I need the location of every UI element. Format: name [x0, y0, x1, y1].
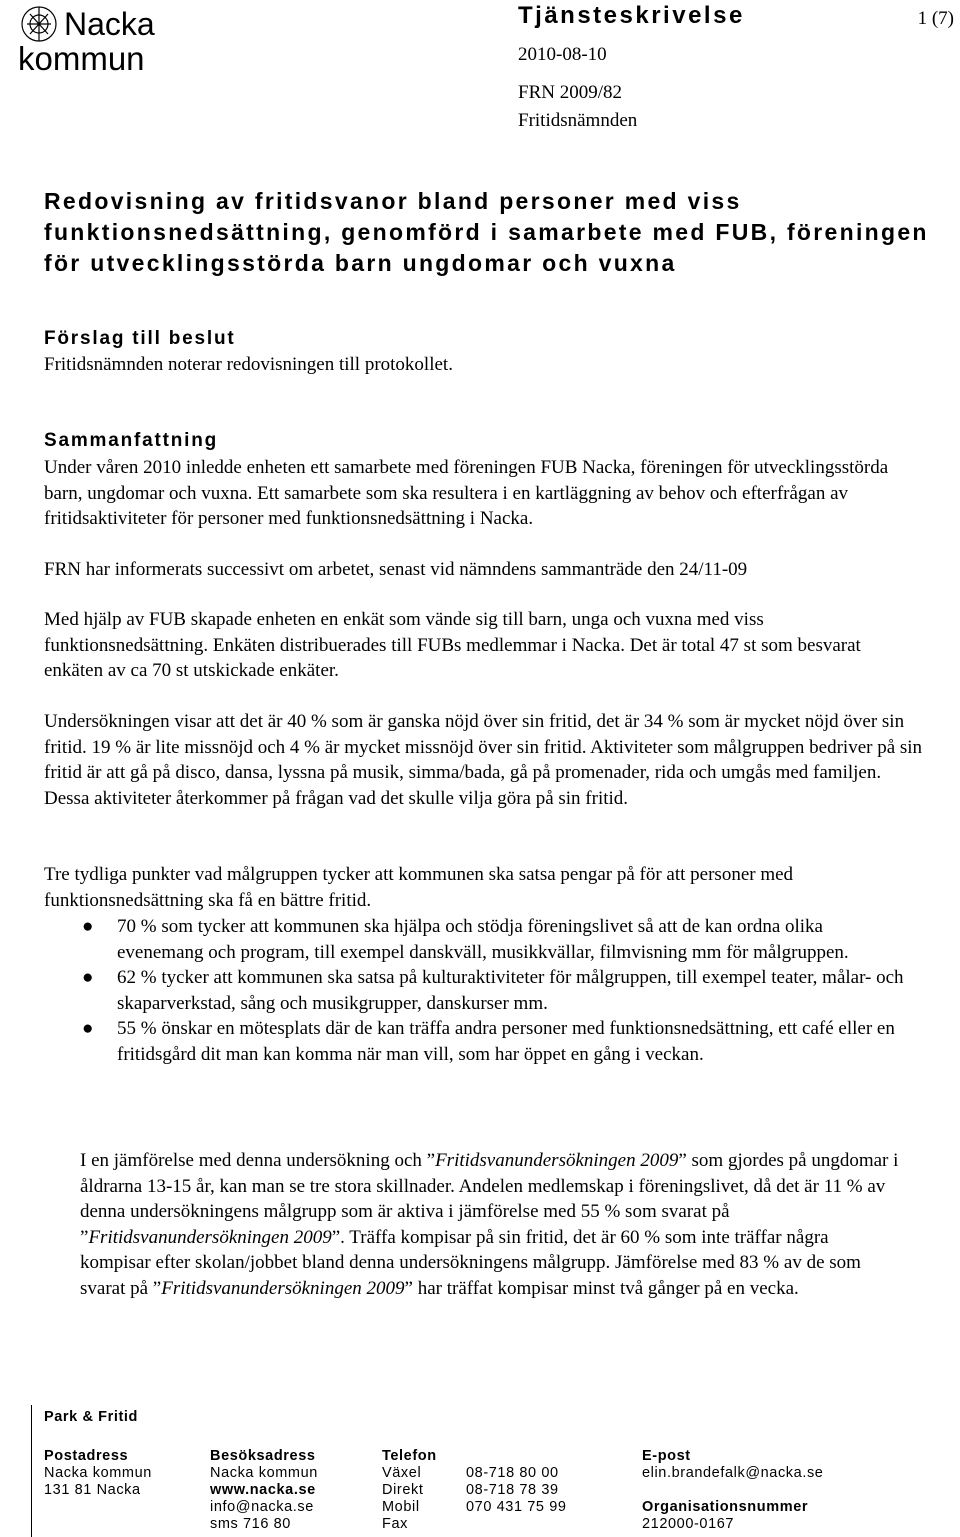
summary-heading: Sammanfattning [44, 430, 219, 451]
list-item: ● 55 % önskar en mötesplats där de kan träffa andra personer med funktionsnedsättning, ett café eller en fritidsgård dit man kan komma när man vill, som har öppet en gång i veckan. [82, 1018, 895, 1065]
phone-heading: Telefon [382, 1448, 437, 1464]
page-number: 1 (7) [917, 8, 954, 29]
logo-kommun-text: kommun [18, 40, 145, 74]
bullet-icon: ● [82, 916, 94, 937]
visit-heading: Besöksadress [210, 1448, 316, 1464]
footer-unit: Park & Fritid [44, 1409, 139, 1425]
email-heading: E-post [642, 1448, 691, 1464]
website-link[interactable]: www.nacka.se [210, 1482, 316, 1498]
orgnr-heading: Organisationsnummer [642, 1499, 809, 1515]
logo-nacka-text: Nacka [64, 6, 155, 42]
bullet-icon: ● [82, 967, 94, 988]
decision-text: Fritidsnämnden noterar redovisningen till protokollet. [44, 354, 453, 375]
bullet-icon: ● [82, 1018, 94, 1039]
document-type: Tjänsteskrivelse [518, 2, 745, 29]
orgnr-value: 212000-0167 [642, 1516, 735, 1532]
priorities-list [44, 914, 904, 1067]
globe-emblem [22, 7, 56, 41]
survey-name: Fritidsvanundersökningen 2009 [161, 1277, 405, 1299]
document-title: Redovisning av fritidsvanor bland personer med viss funktionsnedsättning, genomförd i samarbete med FUB, föreningen för utvecklingsstörda barn ungdomar och vuxna [44, 188, 929, 276]
footer-divider [31, 1405, 32, 1537]
postal-line: 131 81 Nacka [44, 1482, 141, 1498]
postal-line: Nacka kommun [44, 1465, 152, 1481]
survey-name: Fritidsvanundersökningen 2009 [435, 1150, 679, 1171]
visit-line: Nacka kommun [210, 1465, 318, 1481]
summary-paragraph: Under våren 2010 inledde enheten ett samarbete med föreningen FUB Nacka, föreningen för utvecklingsstörda barn, ungdomar och vuxna. Ett samarbete som ska resultera i en kartläggning av behov och efterfrågan av fritidsaktiviteter för personer med funktionsnedsättning i Nacka. [44, 457, 889, 529]
priorities-intro-paragraph: Tre tydliga punkter vad målgruppen tycker att kommunen ska satsa pengar på för att personer med funktionsnedsättning ska få en bättre fritid. [44, 864, 794, 911]
phone-number: 08-718 80 00 [466, 1465, 559, 1481]
list-item: ● 62 % tycker att kommunen ska satsa på kulturaktiviteter för målgruppen, till exempel teater, målar- och skaparverkstad, sång och musikgrupper, danskurser mm. [82, 967, 904, 1014]
board-name: Fritidsnämnden [518, 110, 638, 131]
information-paragraph: FRN har informerats successivt om arbetet, senast vid nämndens sammanträde den 24/11-09 [44, 559, 748, 580]
results-paragraph: Undersökningen visar att det är 40 % som är ganska nöjd över sin fritid, det är 34 % som är mycket nöjd över sin fritid. 19 % är lite missnöjd och 4 % är mycket missnöjd över sin fritid. Aktiviteter som målgruppen bedriver på sin fritid är att gå på disco, dansa, lyssna på musik, simma/bada, gå på promenader, rida och umgås med familjen. Dessa aktiviteter återkommer på frågan vad det skulle vilja göra på sin fritid. [44, 711, 923, 809]
comparison-paragraph: I en jämförelse med denna undersökning och ”Fritidsvanundersökningen 2009” som gjordes på ungdomar i åldrarna 13-15 år, kan man se tre stora skillnader. Andelen medlemskap i föreningslivet, då det är 11 % av denna undersökningens målgrupp som är aktiva i jämförelse med 55 % som svarat på ”Fritidsvanundersökningen 2009”. Träffa kompisar på sin fritid, det är 60 % som inte träffar några kompisar efter skolan/jobbet bland denna undersökningens målgrupp. Jämförelse med 83 % av de som svarat på ”Fritidsvanundersökningen 2009” har träffat kompisar minst två gånger på en vecka. [80, 1150, 899, 1299]
sms-number: sms 716 80 [210, 1516, 291, 1532]
info-email-link[interactable]: info@nacka.se [210, 1499, 314, 1515]
decision-heading: Förslag till beslut [44, 328, 236, 349]
phone-number: 070 431 75 99 [466, 1499, 567, 1515]
contact-email-link[interactable]: elin.brandefalk@nacka.se [642, 1465, 824, 1481]
phone-label: Mobil [382, 1499, 420, 1515]
nacka-kommun-logo [18, 2, 178, 74]
survey-paragraph: Med hjälp av FUB skapade enheten en enkät som vände sig till barn, unga och vuxna med viss funktionsnedsättning. Enkäten distribuerades till FUBs medlemmar i Nacka. Det är total 47 st som besvarat enkäten av ca 70 st utskickade enkäter. [44, 609, 861, 681]
document-date: 2010-08-10 [518, 44, 607, 65]
survey-name: Fritidsvanundersökningen 2009 [88, 1226, 332, 1248]
postal-heading: Postadress [44, 1448, 129, 1464]
list-item: ● 70 % som tycker att kommunen ska hjälpa och stödja föreningslivet så att de kan ordna olika evenemang och program, till exempel danskväll, musikkvällar, filmvisning mm för målgruppen. [82, 916, 849, 963]
phone-label: Direkt [382, 1482, 424, 1498]
phone-number: 08-718 78 39 [466, 1482, 559, 1498]
phone-label: Fax [382, 1516, 408, 1532]
phone-label: Växel [382, 1465, 422, 1481]
reference-number: FRN 2009/82 [518, 82, 622, 103]
